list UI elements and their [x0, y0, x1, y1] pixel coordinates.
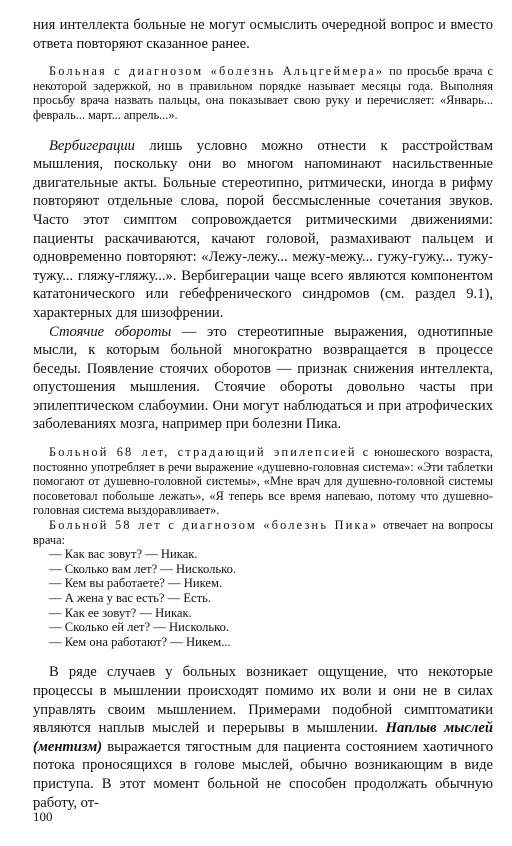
dialog-line: — Кем вы работаете? — Никем.	[49, 576, 223, 591]
paragraph-text: — это стереотипные выражения, однотипные мысли, к которым больной многократно возвращается в процессе беседы. Появление стоячих оборотов — признак снижения интеллекта, опустошения мышления. Стоячие обороты довольно часты при эпилептическом слабоумии. Они могут наблюдаться и при атрофических заболеваниях мозга, например при болезни Пика.	[33, 323, 493, 433]
page-number: 100	[33, 809, 53, 824]
case-example-alzheimer	[33, 64, 493, 122]
dialog-list	[33, 547, 493, 649]
case-example-text: по просьбе врача с некоторой задержкой, но в правильном порядке называет месяцы года. Выполняя просьбу врача назвать пальцы, она показывает свою руку и перечисляет: «Январь... февраль... март... апрель...».	[33, 64, 493, 122]
case-example-epilepsy	[33, 445, 493, 518]
dialog-line: — Как ее зовут? — Никак.	[49, 605, 192, 620]
case-example-lead: Больной 58 лет с диагнозом «болезнь Пика»	[49, 518, 379, 533]
paragraph-standing-phrases	[33, 323, 493, 435]
term-verbigeration: Вербигерации	[49, 137, 135, 154]
dialog-line: — А жена у вас есть? — Есть.	[49, 591, 212, 605]
paragraph-mentism	[33, 663, 493, 812]
paragraph-verbigeration	[33, 137, 493, 323]
dialog-line: — Сколько ей лет? — Нисколько.	[49, 620, 230, 635]
case-example-lead: Больной 68 лет, страдающий эпилепсией	[49, 445, 357, 460]
term-standing-phrases: Стоячие обороты	[49, 323, 172, 340]
page-body	[33, 16, 493, 812]
paragraph-continuation: ния интеллекта больные не могут осмыслить очередной вопрос и вместо ответа повторяют сказанное ранее.	[33, 17, 493, 52]
paragraph-text: выражается тягостным для пациента состоянием хаотичного потока проносящихся в голове мыслей, обычно возникающим в виде приступа. В этот момент больной не способен продолжать обычную работу, от-	[33, 738, 493, 811]
case-example-text: отвечает на вопросы врача:	[33, 518, 493, 547]
term-mentism: Наплыв мыслей (ментизм)	[33, 720, 493, 755]
paragraph-text: В ряде случаев у больных возникает ощущение, что некоторые процессы в мышлении происходят помимо их воли и они не в силах управлять своим мышлением. Примерами подобной симптоматики являются наплыв мыслей и перерывы в мышлении.	[33, 664, 493, 737]
dialog-line: — Как вас зовут? — Никак.	[49, 547, 198, 562]
dialog-line: — Кем она работают? — Никем...	[49, 634, 231, 649]
case-example-text: с юношеского возраста, постоянно употребляет в речи выражение «душевно-головная система»: «Эти таблетки помогают от душевно-головной системы», «Мне врач для душевно-головной системы посоветовал побольше лежать», «Я теперь все время напеваю, потому что душевно-головная система выздоравливает».	[33, 445, 493, 518]
paragraph-text: лишь условно можно отнести к расстройствам мышления, поскольку они во многом напоминают насильственные двигательные акты. Больные стереотипно, ритмически, иногда в рифму повторяют отдельные слова, порой бессмысленные сочетания звуков. Часто этот симптом сопровождается ритмическими движениями: пациенты раскачиваются, качают головой, размахивают пальцем и одновременно повторяют: «Лежу-лежу... межу-межу... гужу-гужу... тужу-тужу... гляжу-гляжу...». Вербигерации чаще всего являются компонентом кататонического или гебефренического синдромов (см. раздел 9.1), характерных для шизофрении.	[33, 137, 493, 321]
case-example-pick	[33, 518, 493, 547]
case-example-lead: Больная с диагнозом «болезнь Альцгеймера»	[49, 64, 385, 79]
dialog-line: — Сколько вам лет? — Нисколько.	[49, 561, 237, 576]
